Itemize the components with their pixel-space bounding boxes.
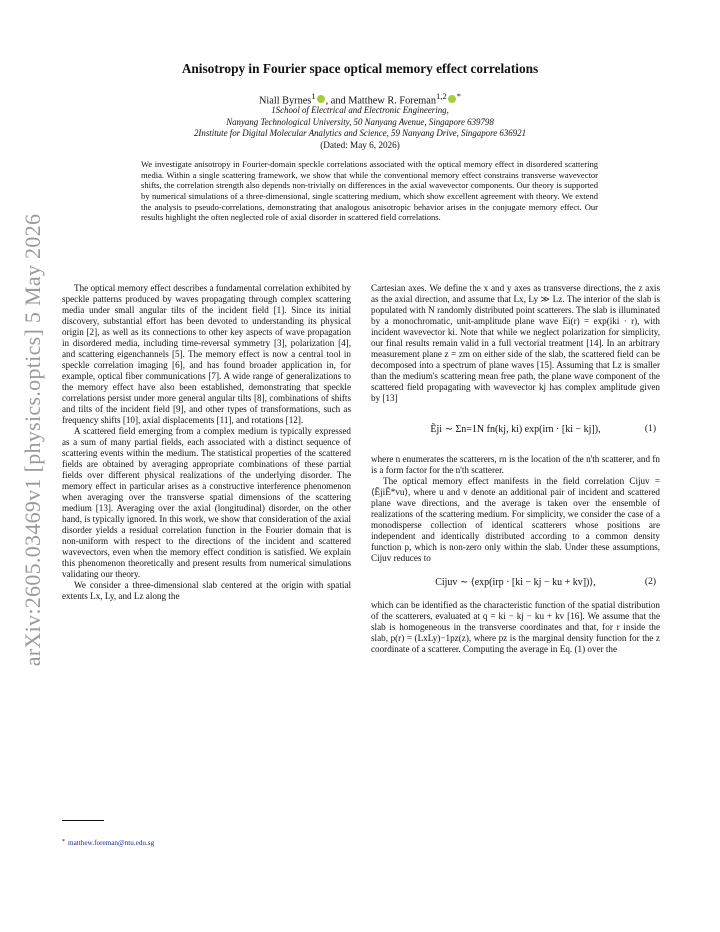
affiliation-mark: 1 xyxy=(311,91,316,101)
footnote xyxy=(62,839,154,847)
footnote-rule xyxy=(62,820,104,821)
author-separator: , and xyxy=(325,95,349,107)
orcid-icon[interactable] xyxy=(448,95,456,103)
equation-2-body: Cijuv ∼ ⟨exp(irp · [ki − kj − ku + kv])⟩, xyxy=(435,576,596,588)
paragraph: Cartesian axes. We define the x and y axes as transverse directions, the z axis as the axial direction, and assume that Lx, Ly ≫ Lz. The interior of the slab is populated with N randomly distributed point scatterers. The slab is illuminated by a monochromatic, unit-amplitude plane wave Ei(r) = exp(iki · r), with incident wavevector ki. Note that while we neglect polarization for simplicity, our final results remain valid in a full vectorial treatment [14]. In an arbitrary measurement plane z = zm on either side of the slab, the scattered field can be decomposed into a spectrum of plane waves [15]. Assuming that Lz is smaller than the medium's scattering mean free path, the plane wave component of the scattered field propagating with wavevector kj has complex amplitude given by [13] xyxy=(371,283,660,403)
email-link[interactable]: matthew.foreman@ntu.edu.sg xyxy=(68,839,155,847)
arxiv-identifier-text: arXiv:2605.03469v1 [physics.optics] 5 May 2026 xyxy=(20,213,45,667)
dated-line: (Dated: May 6, 2026) xyxy=(320,140,400,150)
equation-2 xyxy=(371,568,660,596)
equation-1 xyxy=(371,408,660,450)
paragraph: We consider a three-dimensional slab centered at the origin with spatial extents Lx, Ly, and Lz along the xyxy=(62,580,351,601)
author-name: Niall Byrnes xyxy=(258,95,312,107)
equation-1-number: (1) xyxy=(644,423,656,434)
footnote-mark: * xyxy=(62,839,65,845)
paragraph: The optical memory effect describes a fundamental correlation exhibited by speckle patterns produced by waves propagating through complex scattering media under small angular tilts of the incident field [1]. Since its initial discovery, substantial effort has been devoted to understanding its physical origin [2], as well as its connections to other key aspects of wave propagation in disordered media, including time-reversal symmetry [3], polarization [4], and scattering eigenchannels [5]. The memory effect is now a central tool in speckle correlation imaging [6], and has found broader application in, for example, optical fiber communications [7]. A wide range of generalizations to the memory effect have also been established, demonstrating that speckle correlations persist under more general angular tilts [8], combinations of shifts and tilts of the incident field [9], and other types of transformations, such as frequency shifts [10], axial displacements [11], and rotations [12]. xyxy=(62,283,351,425)
orcid-icon[interactable] xyxy=(317,95,325,103)
affiliation-1: 1School of Electrical and Electronic Engineering, xyxy=(271,105,449,115)
arxiv-identifier xyxy=(18,213,48,667)
affiliation-2: 2Institute for Digital Molecular Analytics and Science, 59 Nanyang Drive, Singapore 636921 xyxy=(193,128,527,138)
author-name: Matthew R. Foreman xyxy=(348,95,436,107)
abstract: We investigate anisotropy in Fourier-domain speckle correlations associated with the optical memory effect in disordered scattering media. Within a single scattering framework, we show that while the conventional memory effect constrains transverse wavevector shifts, the correlation strength also depends non-trivially on differences in the axial wavevector components. Our theory is supported by numerical simulations of a three-dimensional, single scattering medium, which show excellent agreement with theory. We extend the analysis to pseudo-correlations, demonstrating that analogous anisotropic behavior arises in the conjugate memory effect. Our results highlight the often neglected role of axial disorder in scattered field correlations. xyxy=(141,159,598,223)
affiliation-1-address: Nanyang Technological University, 50 Nanyang Avenue, Singapore 639798 xyxy=(226,117,494,127)
paragraph: where n enumerates the scatterers, rn is the location of the n'th scatterer, and fn is a form factor for the n'th scatterer. xyxy=(371,454,660,475)
left-column xyxy=(62,283,351,602)
corresponding-mark: * xyxy=(456,91,462,101)
paragraph: The optical memory effect manifests in the field correlation Cijuv = ⟨ẼjiẼ*vu⟩, where u and v denote an additional pair of incident and scattered plane wave directions, and the average is taken over the ensemble of realizations of the scattering medium. For simplicity, we consider the case of a monodisperse collection of identical scatterers whose positions are independent and identically distributed according to a common density function p, which is non-zero only within the slab. Under these assumptions, Cijuv reduces to xyxy=(371,476,660,563)
paragraph: which can be identified as the characteristic function of the spatial distribution of the scatterers, evaluated at q = ki − kj − ku + kv [16]. We assume that the slab is homogeneous in the transverse coordinates and that, for r inside the slab, p(r) = (LxLy)−1pz(z), where pz is the marginal density function for the z coordinate of a scatterer. Computing the average in Eq. (1) over the xyxy=(371,600,660,654)
equation-1-body: Ẽji ∼ Σn=1N fn(kj, ki) exp(irn · [ki − kj]), xyxy=(430,423,601,435)
paragraph: A scattered field emerging from a complex medium is typically expressed as a sum of many partial fields, each associated with a distinct sequence of scattering events within the medium. The statistical properties of the scattered fields are obtained by averaging appropriate combinations of these partial fields over different physical realizations of the underlying disorder. The memory effect in particular arises as a constructive interference phenomenon when averaging over the transverse spatial dimensions of the scattering medium [13]. Averaging over the axial (longitudinal) disorder, on the other hand, is typically ignored. In this work, we show that consideration of the axial disorder yields a residual correlation function in the Fourier domain that is non-uniform with respect to the directions of the incident and scattered wavevectors, even when the memory effect condition is satisfied. We explain this phenomenon theoretically and present results from numerical simulations validating our theory. xyxy=(62,426,351,579)
equation-2-number: (2) xyxy=(644,576,656,587)
paper-title: Anisotropy in Fourier space optical memory effect correlations xyxy=(181,61,539,76)
right-column xyxy=(371,283,660,655)
affiliation-mark: 1,2 xyxy=(436,91,447,101)
